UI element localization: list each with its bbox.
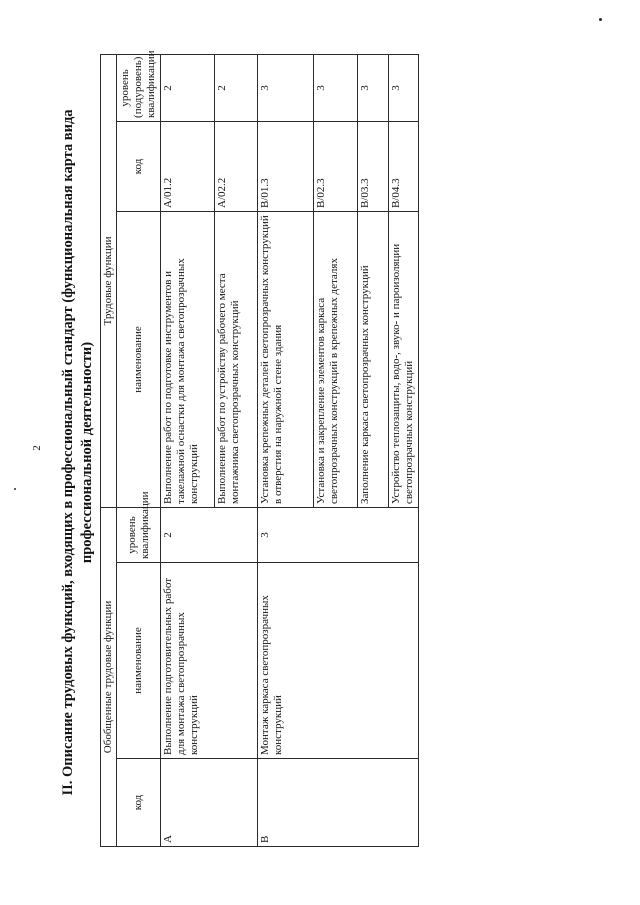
func-name-cell: Выполнение работ по подготовке инструментов и такелажной оснастки для монтажа светопрозрачных конструкций — [161, 211, 215, 507]
func-code-cell: B/01.3 — [258, 121, 314, 211]
gen-name-cell: Выполнение подготовительных работ для монтажа светопрозрачных конструкций — [161, 563, 258, 759]
gen-level-header: уровень квалификации — [117, 507, 161, 562]
gen-code-cell: B — [258, 759, 419, 847]
labor-functions-header: Трудовые функции — [101, 54, 117, 507]
section-title-line2: профессиональной деятельности) — [79, 341, 95, 564]
gen-code-header: код — [117, 759, 161, 847]
gen-name-cell: Монтаж каркаса светопрозрачных конструкций — [258, 563, 419, 759]
gen-level-cell: 3 — [258, 507, 419, 562]
gen-code-cell: A — [161, 759, 258, 847]
functional-map-table — [100, 50, 419, 847]
table-row — [258, 54, 314, 846]
func-level-header: уровень (подуровень) квалификации — [117, 54, 161, 121]
table-row — [161, 54, 215, 846]
page-number: 2 — [30, 445, 43, 451]
func-level-cell: 3 — [389, 54, 419, 121]
func-code-cell: B/04.3 — [389, 121, 419, 211]
gen-name-header: наименование — [117, 563, 161, 759]
func-level-cell: 2 — [215, 54, 258, 121]
func-level-cell: 3 — [258, 54, 314, 121]
generalized-functions-header: Обобщенные трудовые функции — [101, 507, 117, 846]
func-name-header: наименование — [117, 211, 161, 507]
func-code-cell: A/01.2 — [161, 121, 215, 211]
func-name-cell: Устройство теплозащиты, водо-, звуко- и пароизоляции светопрозрачных конструкций — [389, 211, 419, 507]
func-name-cell: Установка и закрепление элементов каркаса светопрозрачных конструкций в крепежных деталях — [314, 211, 358, 507]
gen-level-cell: 2 — [161, 507, 258, 562]
func-name-cell: Заполнение каркаса светопрозрачных конструкций — [358, 211, 389, 507]
func-code-cell: A/02.2 — [215, 121, 258, 211]
func-code-cell: B/02.3 — [314, 121, 358, 211]
func-code-header: код — [117, 121, 161, 211]
func-name-cell: Установка крепежных деталей светопрозрачных конструкций в отверстия на наружной стене здания — [258, 211, 314, 507]
func-level-cell: 3 — [314, 54, 358, 121]
section-title-line1: II. Описание трудовых функций, входящих в профессиональный стандарт (функциональная карта вида — [60, 109, 76, 796]
func-level-cell: 3 — [358, 54, 389, 121]
func-level-cell: 2 — [161, 54, 215, 121]
func-code-cell: B/03.3 — [358, 121, 389, 211]
func-name-cell: Выполнение работ по устройству рабочего места монтажника светопрозрачных конструкций — [215, 211, 258, 507]
